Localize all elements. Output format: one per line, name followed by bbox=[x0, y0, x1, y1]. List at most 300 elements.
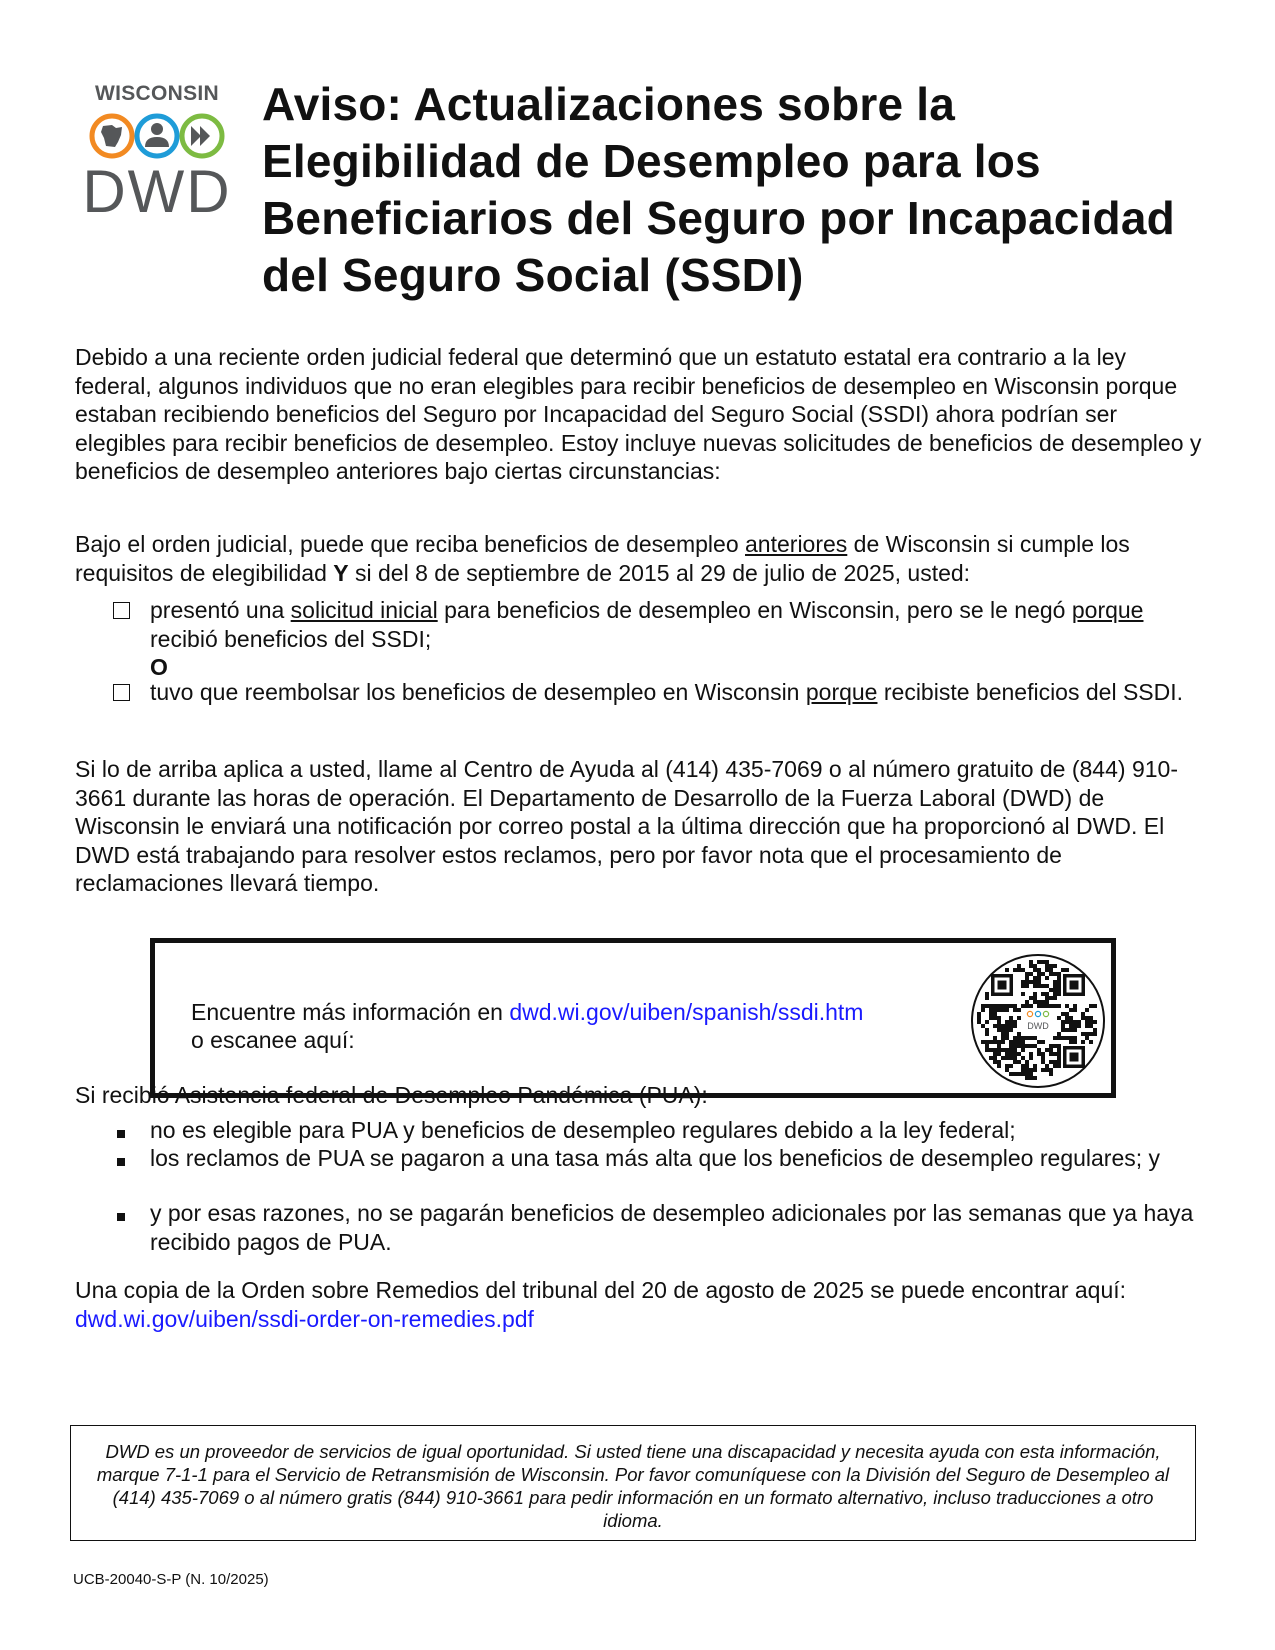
qr-module bbox=[1021, 1064, 1025, 1068]
qr-module bbox=[1081, 1016, 1085, 1020]
qr-module bbox=[997, 1016, 1001, 1020]
qr-module bbox=[1053, 980, 1057, 984]
qr-module bbox=[1013, 1040, 1017, 1044]
intro-paragraph: Debido a una reciente orden judicial federal que determinó que un estatuto estatal era contrario a la ley federal, algunos individuos que no eran elegibles para recibir beneficios de desempleo en Wisconsin porque estaban recibiendo beneficios del Seguro por Incapacidad del Seguro Social (SSDI) ahora podrían ser elegibles para recibir beneficios de desempleo. Estoy incluye nuevas solicitudes de beneficios de desempleo y beneficios de desempleo anteriores bajo ciertas circunstancias: bbox=[75, 344, 1202, 484]
qr-module bbox=[1069, 1040, 1073, 1044]
qr-module bbox=[1057, 1052, 1061, 1056]
qr-module bbox=[1001, 1028, 1005, 1032]
qr-module bbox=[1037, 1048, 1041, 1052]
qr-module bbox=[1041, 960, 1045, 964]
qr-module bbox=[1049, 1044, 1053, 1048]
qr-module bbox=[1029, 1072, 1033, 1076]
qr-module bbox=[1029, 1056, 1033, 1060]
qr-module bbox=[1033, 980, 1037, 984]
qr-module bbox=[993, 1040, 997, 1044]
qr-module bbox=[985, 1044, 989, 1048]
qr-module bbox=[1049, 1060, 1053, 1064]
qr-module bbox=[1013, 1056, 1017, 1060]
qr-module bbox=[1085, 1008, 1089, 1012]
qr-module bbox=[1045, 984, 1049, 988]
qr-module bbox=[1005, 968, 1009, 972]
qr-module bbox=[985, 1004, 989, 1008]
qr-module bbox=[1085, 1016, 1089, 1020]
qr-module bbox=[1069, 1036, 1073, 1040]
qr-module bbox=[1045, 996, 1049, 1000]
qr-module bbox=[1061, 1036, 1065, 1040]
contact-paragraph: Si lo de arriba aplica a usted, llame al Centro de Ayuda al (414) 435-7069 o al número gratuito de (844) 910-3661 durante las horas de operación. El Departamento de Desarrollo de la Fuerza Laboral (DWD) de Wisconsin le enviará una notificación por correo postal a la última dirección que ha proporcionó al DWD. El DWD está trabajando para resolver estos reclamos, pero por favor nota que el procesamiento de reclamaciones llevará tiempo. bbox=[75, 756, 1178, 896]
qr-module bbox=[1029, 1044, 1033, 1048]
qr-module bbox=[1041, 1060, 1045, 1064]
qr-module bbox=[1029, 1036, 1033, 1040]
qr-module bbox=[1037, 1040, 1041, 1044]
qr-module bbox=[1021, 1004, 1025, 1008]
qr-module bbox=[1033, 1000, 1037, 1004]
qr-module bbox=[1049, 964, 1053, 968]
qr-module bbox=[1021, 1068, 1025, 1072]
qr-module bbox=[1053, 988, 1057, 992]
qr-module bbox=[977, 1012, 981, 1016]
qr-module bbox=[1077, 1024, 1081, 1028]
qr-module bbox=[1005, 1036, 1009, 1040]
eligibility-paragraph: Bajo el orden judicial, puede que reciba beneficios de desempleo anteriores de Wisconsin si cumple los requisitos de elegibilidad Y si del 8 de septiembre de 2015 al 29 de julio de 2025, usted: bbox=[75, 531, 1130, 586]
qr-module bbox=[1009, 1040, 1013, 1044]
qr-module bbox=[1033, 1036, 1037, 1040]
qr-module bbox=[1013, 1004, 1017, 1008]
qr-module bbox=[1017, 1032, 1021, 1036]
qr-module bbox=[1033, 1068, 1037, 1072]
qr-module bbox=[997, 1044, 1001, 1048]
qr-module bbox=[1073, 1020, 1077, 1024]
bullet-icon bbox=[117, 1130, 125, 1138]
qr-module bbox=[1013, 1008, 1017, 1012]
qr-module bbox=[1017, 1072, 1021, 1076]
qr-module bbox=[1045, 960, 1049, 964]
qr-module bbox=[1021, 980, 1025, 984]
qr-module bbox=[1041, 1000, 1045, 1004]
page-title: Aviso: Actualizaciones sobre la Elegibilidad de Desempleo para los Beneficiarios del Seguro por Incapacidad del Seguro Social (SSDI) bbox=[262, 78, 1175, 301]
qr-module bbox=[1041, 1040, 1045, 1044]
qr-module bbox=[1045, 1064, 1049, 1068]
qr-module bbox=[1053, 992, 1057, 996]
qr-module bbox=[989, 1012, 993, 1016]
qr-module bbox=[1029, 960, 1033, 964]
qr-finder-top-left bbox=[991, 974, 1013, 996]
qr-module bbox=[1025, 1064, 1029, 1068]
qr-module bbox=[1025, 1004, 1029, 1008]
qr-module bbox=[1025, 976, 1029, 980]
qr-module bbox=[1057, 1004, 1061, 1008]
qr-module bbox=[1009, 1016, 1013, 1020]
qr-module bbox=[1017, 964, 1021, 968]
qr-module bbox=[1021, 1040, 1025, 1044]
qr-module bbox=[1089, 1016, 1093, 1020]
qr-module bbox=[1089, 1024, 1093, 1028]
qr-module bbox=[1085, 1032, 1089, 1036]
qr-module bbox=[1057, 988, 1061, 992]
qr-module bbox=[1009, 1056, 1013, 1060]
qr-module bbox=[1001, 1040, 1005, 1044]
qr-module bbox=[1009, 1052, 1013, 1056]
qr-module bbox=[1041, 1056, 1045, 1060]
qr-module bbox=[1053, 964, 1057, 968]
qr-module bbox=[1033, 1064, 1037, 1068]
qr-module bbox=[1013, 968, 1017, 972]
qr-module bbox=[997, 1060, 1001, 1064]
qr-module bbox=[1069, 1028, 1073, 1032]
qr-module bbox=[1001, 1056, 1005, 1060]
qr-module bbox=[1013, 1020, 1017, 1024]
more-info-box bbox=[150, 938, 1116, 1098]
forward-arrows-icon bbox=[182, 116, 222, 156]
qr-module bbox=[997, 1040, 1001, 1044]
qr-module bbox=[1061, 1020, 1065, 1024]
qr-module bbox=[1029, 964, 1033, 968]
qr-module bbox=[1085, 1024, 1089, 1028]
qr-module bbox=[1061, 1012, 1065, 1016]
qr-module bbox=[985, 996, 989, 1000]
qr-module bbox=[1017, 1016, 1021, 1020]
qr-module bbox=[1057, 1036, 1061, 1040]
qr-module bbox=[1049, 968, 1053, 972]
wisconsin-dwd-logo bbox=[82, 80, 232, 230]
qr-module bbox=[1041, 972, 1045, 976]
qr-module bbox=[981, 1024, 985, 1028]
qr-module bbox=[1065, 968, 1069, 972]
qr-module bbox=[989, 1048, 993, 1052]
qr-module bbox=[981, 1008, 985, 1012]
qr-module bbox=[1049, 1072, 1053, 1076]
qr-module bbox=[1029, 1068, 1033, 1072]
qr-module bbox=[1057, 972, 1061, 976]
qr-module bbox=[1089, 1004, 1093, 1008]
qr-module bbox=[997, 1048, 1001, 1052]
qr-module bbox=[1013, 1044, 1017, 1048]
qr-module bbox=[1053, 1036, 1057, 1040]
qr-module bbox=[1089, 1032, 1093, 1036]
checkbox-icon bbox=[113, 602, 130, 619]
qr-module bbox=[1037, 1004, 1041, 1008]
qr-module bbox=[1005, 1004, 1009, 1008]
qr-module bbox=[1057, 992, 1061, 996]
qr-module bbox=[1013, 1052, 1017, 1056]
qr-module bbox=[1069, 1024, 1073, 1028]
qr-module bbox=[1069, 1020, 1073, 1024]
qr-module bbox=[1025, 972, 1029, 976]
qr-module bbox=[1041, 1052, 1045, 1056]
qr-module bbox=[1057, 984, 1061, 988]
qr-module bbox=[1077, 1020, 1081, 1024]
qr-module bbox=[1041, 1004, 1045, 1008]
qr-module bbox=[997, 1052, 1001, 1056]
qr-module bbox=[1057, 976, 1061, 980]
qr-module bbox=[1021, 1044, 1025, 1048]
qr-logo-text: DWD bbox=[1027, 1021, 1049, 1031]
qr-module bbox=[1029, 980, 1033, 984]
qr-module bbox=[1049, 1048, 1053, 1052]
qr-module bbox=[1037, 968, 1041, 972]
qr-module bbox=[1029, 972, 1033, 976]
qr-module bbox=[1057, 1032, 1061, 1036]
qr-module bbox=[993, 1056, 997, 1060]
qr-module bbox=[1033, 964, 1037, 968]
qr-module bbox=[1057, 1064, 1061, 1068]
qr-module bbox=[1001, 1008, 1005, 1012]
qr-module bbox=[1065, 1012, 1069, 1016]
qr-module bbox=[1013, 1048, 1017, 1052]
qr-module bbox=[1073, 1008, 1077, 1012]
bold-y: Y bbox=[333, 559, 349, 586]
qr-module bbox=[1005, 1064, 1009, 1068]
qr-module bbox=[1049, 1052, 1053, 1056]
qr-module bbox=[993, 1016, 997, 1020]
qr-finder-bottom-right bbox=[1063, 1046, 1085, 1068]
qr-module bbox=[1025, 1036, 1029, 1040]
bullet-icon bbox=[117, 1213, 125, 1221]
qr-module bbox=[1001, 1024, 1005, 1028]
qr-module bbox=[989, 1008, 993, 1012]
qr-module bbox=[1025, 1068, 1029, 1072]
qr-module bbox=[997, 1028, 1001, 1032]
qr-module bbox=[1025, 1060, 1029, 1064]
qr-module bbox=[985, 1028, 989, 1032]
qr-module bbox=[1049, 996, 1053, 1000]
qr-module bbox=[1045, 1004, 1049, 1008]
qr-module bbox=[985, 1040, 989, 1044]
qr-module bbox=[1005, 1052, 1009, 1056]
qr-module bbox=[1037, 984, 1041, 988]
qr-module bbox=[1053, 1052, 1057, 1056]
qr-module bbox=[1033, 996, 1037, 1000]
qr-finder-top-right bbox=[1063, 974, 1085, 996]
qr-module bbox=[1041, 1068, 1045, 1072]
qr-module bbox=[1009, 1048, 1013, 1052]
qr-module bbox=[1073, 1028, 1077, 1032]
qr-module bbox=[1005, 1028, 1009, 1032]
qr-module bbox=[1049, 988, 1053, 992]
qr-module bbox=[1089, 1040, 1093, 1044]
qr-module bbox=[1033, 976, 1037, 980]
qr-module bbox=[1093, 1028, 1097, 1032]
qr-module bbox=[1005, 1032, 1009, 1036]
qr-code[interactable] bbox=[969, 952, 1107, 1090]
court-order-link[interactable]: dwd.wi.gov/uiben/ssdi-order-on-remedies.pdf bbox=[75, 1305, 534, 1332]
qr-module bbox=[1017, 1040, 1021, 1044]
qr-module bbox=[1029, 1076, 1033, 1080]
qr-module bbox=[977, 1020, 981, 1024]
qr-module bbox=[993, 1036, 997, 1040]
qr-module bbox=[1053, 1060, 1057, 1064]
qr-module bbox=[1045, 964, 1049, 968]
or-label: O bbox=[150, 654, 168, 680]
qr-module bbox=[1041, 992, 1045, 996]
qr-module bbox=[1065, 1020, 1069, 1024]
qr-module bbox=[1049, 1068, 1053, 1072]
qr-module bbox=[981, 1040, 985, 1044]
qr-module bbox=[1081, 1012, 1085, 1016]
qr-module bbox=[1081, 1032, 1085, 1036]
qr-module bbox=[1045, 992, 1049, 996]
qr-module bbox=[1065, 1036, 1069, 1040]
qr-module bbox=[1053, 1004, 1057, 1008]
qr-module bbox=[1029, 1052, 1033, 1056]
qr-module bbox=[1085, 1036, 1089, 1040]
qr-module bbox=[1005, 1020, 1009, 1024]
qr-module bbox=[1037, 976, 1041, 980]
qr-module bbox=[1069, 1016, 1073, 1020]
court-order-paragraph: Una copia de la Orden sobre Remedios del tribunal del 20 de agosto de 2025 se puede encontrar aquí: dwd.wi.gov/uiben/ssdi-order-on-remedies.pdf bbox=[75, 1277, 1127, 1332]
qr-module bbox=[1017, 968, 1021, 972]
qr-module bbox=[1013, 1072, 1017, 1076]
qr-module bbox=[1057, 1016, 1061, 1020]
qr-module bbox=[985, 1020, 989, 1024]
qr-module bbox=[1033, 984, 1037, 988]
qr-module bbox=[1013, 1060, 1017, 1064]
qr-module bbox=[981, 1004, 985, 1008]
qr-module bbox=[1065, 1028, 1069, 1032]
qr-module bbox=[1001, 1004, 1005, 1008]
qr-module bbox=[1009, 1020, 1013, 1024]
qr-module bbox=[993, 1004, 997, 1008]
qr-module bbox=[1037, 1000, 1041, 1004]
qr-module bbox=[1001, 1032, 1005, 1036]
qr-module bbox=[1037, 972, 1041, 976]
qr-module bbox=[1021, 992, 1025, 996]
qr-module bbox=[1057, 1060, 1061, 1064]
qr-module bbox=[1085, 1020, 1089, 1024]
qr-module bbox=[1005, 1008, 1009, 1012]
qr-module bbox=[989, 1040, 993, 1044]
qr-module bbox=[1013, 1024, 1017, 1028]
qr-module bbox=[1053, 1064, 1057, 1068]
qr-module bbox=[1049, 1004, 1053, 1008]
qr-module bbox=[1009, 1064, 1013, 1068]
qr-module bbox=[1069, 1008, 1073, 1012]
qr-module bbox=[997, 1024, 1001, 1028]
qr-module bbox=[1053, 1044, 1057, 1048]
equal-opportunity-disclaimer: DWD es un proveedor de servicios de igual oportunidad. Si usted tiene una discapacidad y necesita ayuda con esta información, marque 7-1-1 para el Servicio de Retransmisión de Wisconsin. Por favor comuníquese con la División del Seguro de Desempleo al (414) 435-7069 o al número gratis (844) 910-3661 para pedir información en un formato alternativo, incluso traducciones a otro idioma. bbox=[70, 1425, 1196, 1541]
qr-module bbox=[1061, 1024, 1065, 1028]
qr-module bbox=[985, 1032, 989, 1036]
logo-bottom-text: DWD bbox=[82, 158, 232, 225]
qr-module bbox=[1005, 1024, 1009, 1028]
qr-module bbox=[1045, 968, 1049, 972]
logo-top-text: WISCONSIN bbox=[94, 82, 220, 105]
qr-module bbox=[1017, 1036, 1021, 1040]
qr-module bbox=[997, 1008, 1001, 1012]
qr-module bbox=[1009, 1024, 1013, 1028]
qr-module bbox=[1005, 1048, 1009, 1052]
qr-module bbox=[1065, 1004, 1069, 1008]
qr-module bbox=[989, 1056, 993, 1060]
qr-module bbox=[1053, 996, 1057, 1000]
ssdi-info-link[interactable]: dwd.wi.gov/uiben/spanish/ssdi.htm bbox=[509, 999, 864, 1025]
qr-module bbox=[1017, 1008, 1021, 1012]
qr-module bbox=[1021, 1048, 1025, 1052]
qr-module bbox=[1025, 1044, 1029, 1048]
qr-module bbox=[985, 992, 989, 996]
qr-module bbox=[993, 1060, 997, 1064]
qr-module bbox=[1033, 1076, 1037, 1080]
qr-module bbox=[1081, 1040, 1085, 1044]
qr-module bbox=[1025, 980, 1029, 984]
qr-module bbox=[1033, 1044, 1037, 1048]
qr-module bbox=[993, 1008, 997, 1012]
qr-module bbox=[1021, 1072, 1025, 1076]
qr-module bbox=[985, 1048, 989, 1052]
qr-module bbox=[1013, 1036, 1017, 1040]
qr-module bbox=[1021, 968, 1025, 972]
qr-module bbox=[1073, 1036, 1077, 1040]
more-info-text: Encuentre más información en dwd.wi.gov/uiben/spanish/ssdi.htm o escanee aquí: bbox=[191, 999, 864, 1053]
qr-module bbox=[1021, 1036, 1025, 1040]
qr-module bbox=[1061, 968, 1065, 972]
qr-module bbox=[1009, 1072, 1013, 1076]
qr-module bbox=[1045, 976, 1049, 980]
qr-module bbox=[1025, 1000, 1029, 1004]
qr-module bbox=[1041, 984, 1045, 988]
qr-module bbox=[1061, 1028, 1065, 1032]
wisconsin-map-icon bbox=[92, 116, 132, 156]
qr-module bbox=[1021, 1056, 1025, 1060]
qr-module bbox=[1093, 1004, 1097, 1008]
qr-module bbox=[1017, 1044, 1021, 1048]
qr-module bbox=[1045, 1048, 1049, 1052]
qr-module bbox=[1033, 968, 1037, 972]
qr-module bbox=[1045, 1000, 1049, 1004]
qr-module bbox=[989, 1016, 993, 1020]
qr-module bbox=[1057, 1044, 1061, 1048]
qr-module bbox=[1045, 1068, 1049, 1072]
qr-module bbox=[977, 1016, 981, 1020]
qr-module bbox=[1021, 984, 1025, 988]
checkbox-icon bbox=[113, 684, 130, 701]
qr-module bbox=[1073, 1040, 1077, 1044]
qr-module bbox=[1009, 1044, 1013, 1048]
qr-module bbox=[1057, 1056, 1061, 1060]
qr-module bbox=[1057, 1048, 1061, 1052]
qr-module bbox=[1073, 1004, 1077, 1008]
qr-module bbox=[1025, 1076, 1029, 1080]
qr-module bbox=[1025, 984, 1029, 988]
qr-module bbox=[993, 1048, 997, 1052]
qr-module bbox=[1037, 960, 1041, 964]
qr-module bbox=[1029, 996, 1033, 1000]
qr-module bbox=[1037, 980, 1041, 984]
qr-module bbox=[993, 1052, 997, 1056]
bullet-icon bbox=[117, 1158, 125, 1166]
person-icon bbox=[137, 116, 177, 156]
qr-module bbox=[993, 1024, 997, 1028]
qr-module bbox=[997, 1020, 1001, 1024]
qr-module bbox=[1053, 984, 1057, 988]
qr-module bbox=[1089, 1020, 1093, 1024]
qr-module bbox=[997, 1004, 1001, 1008]
qr-module bbox=[1025, 1072, 1029, 1076]
qr-module bbox=[1037, 1052, 1041, 1056]
qr-module bbox=[997, 1064, 1001, 1068]
qr-module bbox=[1001, 1036, 1005, 1040]
qr-module bbox=[1057, 980, 1061, 984]
qr-module bbox=[1009, 1028, 1013, 1032]
qr-module bbox=[1009, 1004, 1013, 1008]
qr-module bbox=[1033, 992, 1037, 996]
qr-module bbox=[1001, 1048, 1005, 1052]
form-code: UCB-20040-S-P (N. 10/2025) bbox=[73, 1571, 269, 1588]
qr-module bbox=[1017, 1060, 1021, 1064]
qr-module bbox=[1005, 1068, 1009, 1072]
pua-heading: Si recibió Asistencia federal de Desempleo Pandémica (PUA): bbox=[75, 1082, 708, 1108]
underlined-anteriores: anteriores bbox=[745, 531, 848, 557]
